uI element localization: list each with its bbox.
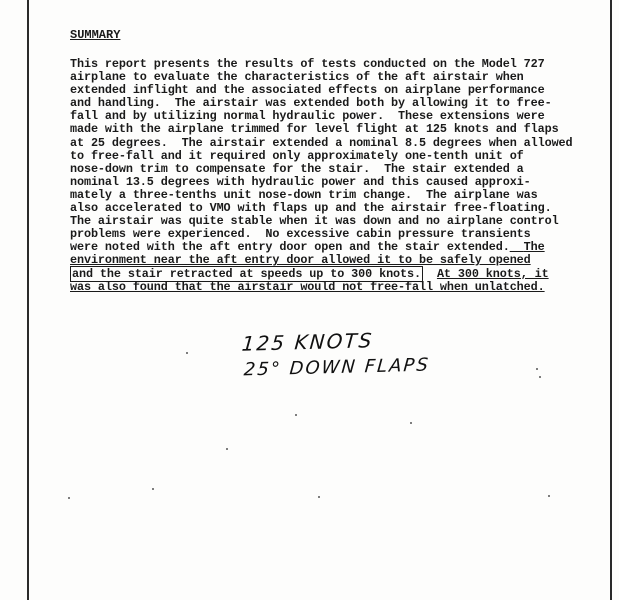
body-line-underlined-tail: The — [523, 240, 545, 255]
scan-speck — [548, 495, 550, 497]
body-line-underlined: environment near the aft entry door allowed it to be safely opened — [70, 253, 531, 268]
page-right-edge — [610, 0, 612, 600]
body-line: airplane to evaluate the characteristics of the aft airstair when — [70, 70, 524, 85]
scan-speck — [295, 414, 297, 416]
body-line: mately a three-tenths unit nose-down trim change. The airplane was — [70, 187, 538, 202]
body-line: to free-fall and it required only approximately one-tenth unit of — [70, 148, 524, 163]
scan-speck — [152, 488, 154, 490]
body-line: and handling. The airstair was extended both by allowing it to free- — [70, 96, 552, 111]
scan-speck — [539, 376, 541, 378]
body-line-boxed: and the stair retracted at speeds up to 300 knots. — [72, 266, 421, 281]
body-line: made with the airplane trimmed for level flight at 125 knots and flaps — [70, 122, 559, 137]
handwritten-note-speed: 125 KNOTS — [240, 328, 375, 356]
scan-speck — [68, 497, 70, 499]
scan-speck — [226, 448, 228, 450]
body-line: problems were experienced. No excessive cabin pressure transients — [70, 227, 531, 242]
scan-speck — [410, 422, 412, 424]
body-line: also accelerated to VMO with flaps up and the airstair free-floating. — [70, 201, 552, 216]
body-line: The airstair was quite stable when it was down and no airplane control — [70, 214, 559, 229]
page-left-edge — [27, 0, 29, 600]
summary-body — [70, 58, 573, 294]
body-line: at 25 degrees. The airstair extended a nominal 8.5 degrees when allowed — [70, 135, 573, 150]
body-line-underlined: At 300 knots, it — [436, 266, 549, 281]
body-line: extended inflight and the associated effects on airplane performance — [70, 83, 545, 98]
scan-speck — [186, 352, 188, 354]
body-line: fall and by utilizing normal hydraulic power. These extensions were — [70, 109, 545, 124]
body-line: nose-down trim to compensate for the stair. The stair extended a — [70, 161, 524, 176]
body-line: were noted with the aft entry door open and the stair extended. — [70, 240, 510, 255]
scan-speck — [318, 496, 320, 498]
summary-heading: SUMMARY — [70, 28, 121, 42]
handwritten-note-flaps: 25° DOWN FLAPS — [242, 354, 431, 381]
body-line: This report presents the results of tests conducted on the Model 727 — [70, 57, 545, 71]
body-line-underlined: was also found that the airstair would not free-fall when unlatched. — [70, 279, 545, 294]
body-line: nominal 13.5 degrees with hydraulic power and this caused approxi- — [70, 174, 531, 189]
scan-speck — [536, 368, 538, 370]
